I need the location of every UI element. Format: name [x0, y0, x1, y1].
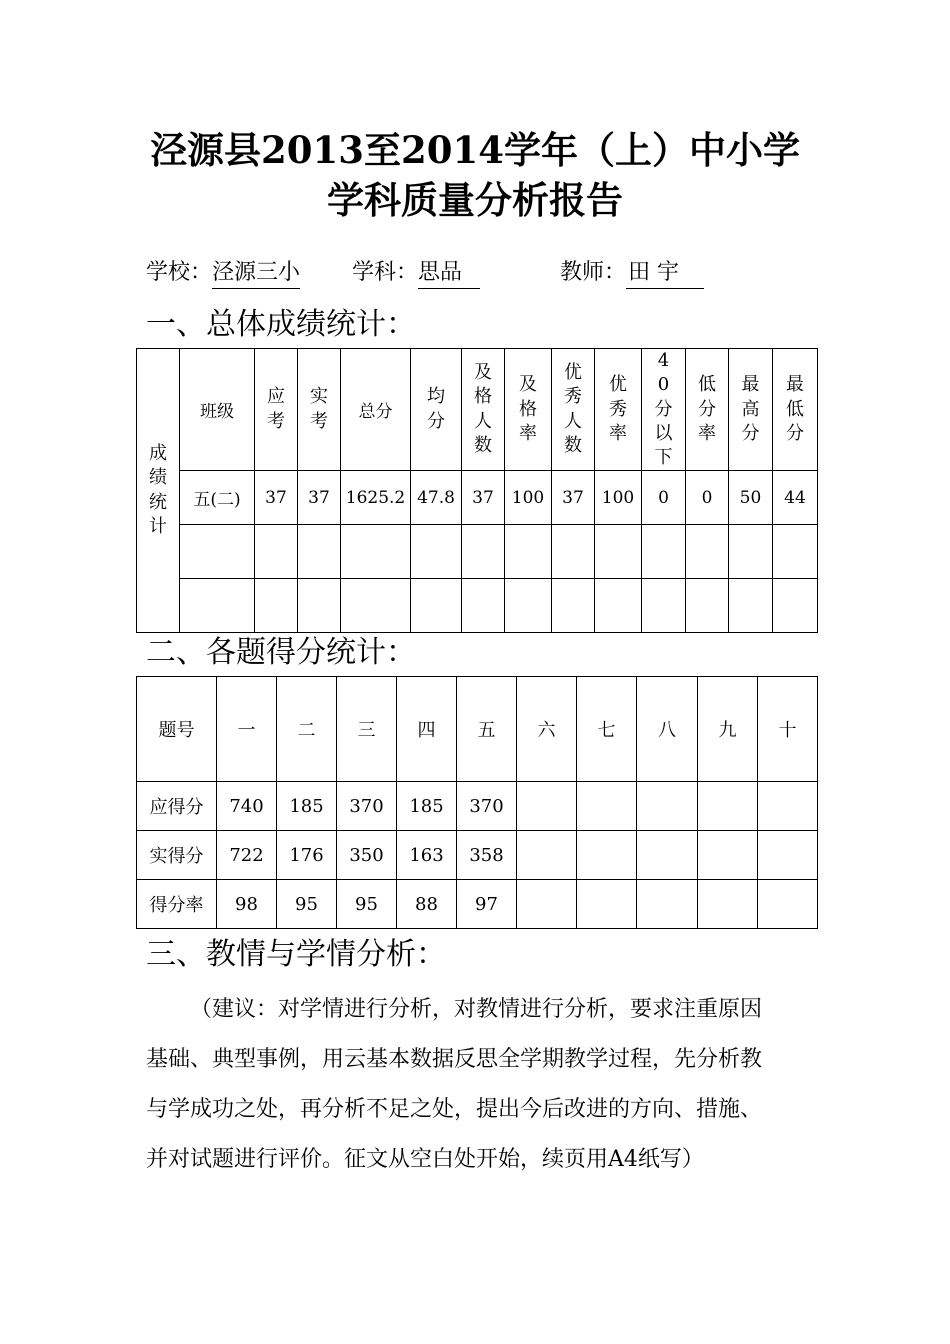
suggestion-line: 与学成功之处，再分析不足之处，提出今后改进的方向、措施、: [146, 1097, 763, 1122]
report-title-line1: 泾源县2013至2014学年（上）中小学: [150, 128, 800, 172]
stat-header-cell: 低分率: [686, 349, 729, 471]
score-row: 实得分 722 176 350 163 358: [137, 831, 818, 880]
analysis-suggestion: [146, 985, 811, 1185]
teacher-label: 教师：: [560, 260, 627, 285]
suggestion-line: 并对试题进行评价。征文从空白处开始，续页用A4纸写）: [146, 1147, 704, 1172]
stat-header-cell: 及格率: [505, 349, 552, 471]
stat-row: [137, 579, 818, 633]
section-heading-question-scores: 二、各题得分统计：: [146, 635, 416, 670]
stat-header-cell: 均分: [411, 349, 462, 471]
stat-header-cell: 总分: [341, 349, 411, 471]
overall-stat-table: [136, 348, 818, 633]
score-header-row: 题号 一 二 三 四 五 六 七 八 九 十: [137, 677, 818, 782]
stat-side-label: 成绩统计: [148, 443, 167, 538]
info-line: [146, 258, 704, 289]
stat-header-cell: 及格人数: [462, 349, 505, 471]
stat-row: 五(二) 37 37 1625.2 47.8 37 100 37 100 0 0 50 44: [137, 471, 818, 525]
report-title-line2: 学科质量分析报告: [327, 178, 623, 222]
stat-header-cell: 40分以下: [642, 349, 686, 471]
stat-header-cell: 最高分: [729, 349, 773, 471]
school-label: 学校：: [146, 260, 213, 285]
section-heading-analysis: 三、教情与学情分析：: [146, 937, 446, 972]
teacher-value: 田 宇: [626, 258, 704, 289]
suggestion-line: 基础、典型事例，用云基本数据反思全学期教学过程，先分析教: [146, 1047, 763, 1072]
stat-header-cell: 优秀率: [595, 349, 642, 471]
stat-header-cell: 最低分: [773, 349, 818, 471]
stat-row: [137, 525, 818, 579]
stat-header-cell: 班级: [180, 349, 255, 471]
section-heading-overall: 一、总体成绩统计：: [146, 307, 416, 342]
question-score-table: [136, 676, 818, 929]
stat-header-cell: 实考: [298, 349, 341, 471]
score-row: 应得分 740 185 370 185 370: [137, 782, 818, 831]
school-value: 泾源三小: [212, 258, 300, 289]
subject-value: 思品: [418, 258, 480, 289]
score-row: 得分率 98 95 95 88 97: [137, 880, 818, 929]
suggestion-line: （建议：对学情进行分析，对教情进行分析，要求注重原因: [190, 997, 763, 1022]
subject-label: 学科：: [352, 260, 419, 285]
stat-side-label-cell: [137, 349, 180, 633]
stat-header-cell: 应考: [255, 349, 298, 471]
stat-header-cell: 优秀人数: [552, 349, 595, 471]
